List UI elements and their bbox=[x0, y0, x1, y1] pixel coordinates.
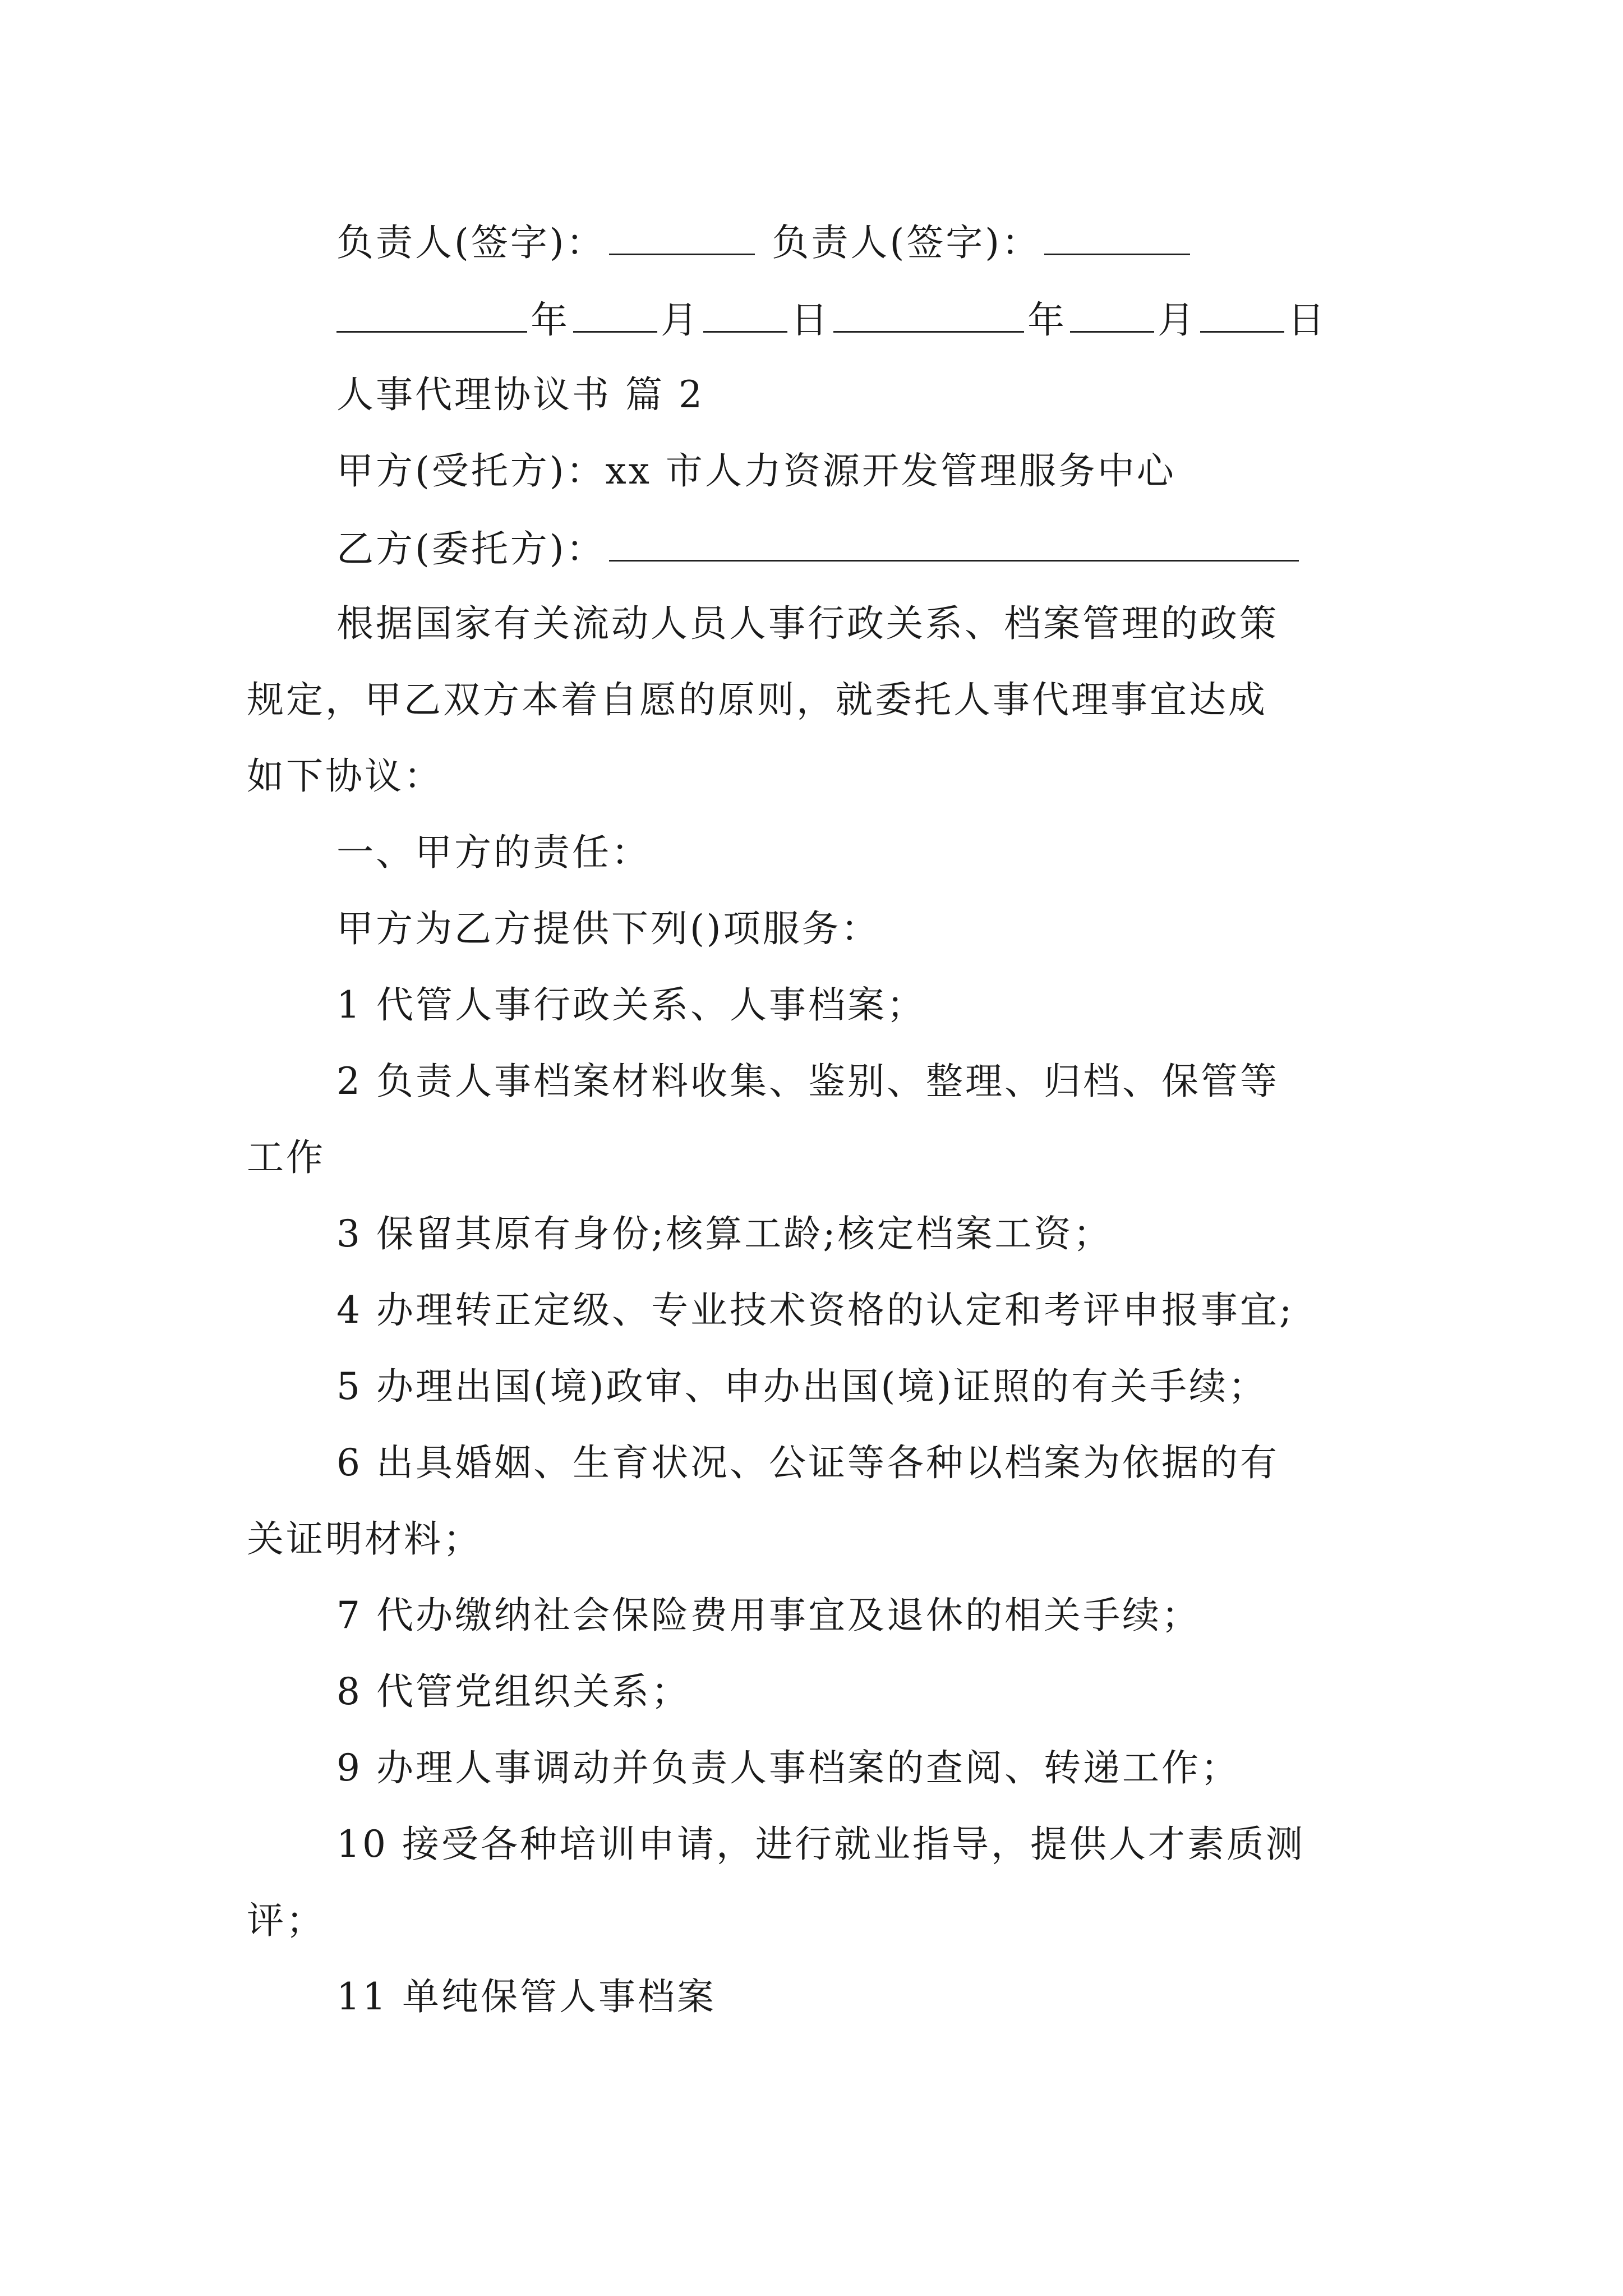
list-item-8: 8 代管党组织关系； bbox=[336, 1670, 690, 1713]
list-item-2-line-2: 工作 bbox=[247, 1136, 325, 1179]
month-blank-right bbox=[1070, 296, 1154, 333]
list-item-2-line-1: 2 负责人事档案材料收集、鉴别、整理、归档、保管等 bbox=[336, 1060, 1279, 1103]
day-blank-left bbox=[703, 296, 787, 333]
intro-line-1: 根据国家有关流动人员人事行政关系、档案管理的政策 bbox=[336, 602, 1279, 645]
signature-label-left: 负责人(签字)： bbox=[336, 221, 606, 264]
section-title: 人事代理协议书 篇 2 bbox=[336, 373, 704, 416]
year-label-left: 年 bbox=[531, 298, 570, 342]
list-item-9: 9 办理人事调动并负责人事档案的查阅、转递工作； bbox=[336, 1746, 1240, 1789]
intro-line-3: 如下协议： bbox=[247, 754, 443, 798]
signature-line bbox=[336, 219, 1193, 265]
list-item-3: 3 保留其原有身份;核算工龄;核定档案工资； bbox=[336, 1212, 1113, 1255]
list-item-5: 5 办理出国(境)政审、申办出国(境)证照的有关手续； bbox=[336, 1365, 1267, 1408]
intro-line-2: 规定，甲乙双方本着自愿的原则，就委托人事代理事宜达成 bbox=[247, 678, 1267, 721]
list-item-1: 1 代管人事行政关系、人事档案； bbox=[336, 983, 926, 1027]
year-blank-left bbox=[336, 296, 527, 333]
party-b-line bbox=[336, 525, 1302, 572]
list-item-10-line-1: 10 接受各种培训申请，进行就业指导，提供人才素质测 bbox=[336, 1823, 1305, 1866]
date-line bbox=[336, 296, 1327, 343]
list-item-4: 4 办理转正定级、专业技术资格的认定和考评申报事宜; bbox=[336, 1289, 1294, 1332]
list-item-11: 11 单纯保管人事档案 bbox=[336, 1975, 716, 2018]
signature-label-right: 负责人(签字)： bbox=[772, 221, 1041, 264]
party-a-line: 甲方(受托方)：xx 市人力资源开发管理服务中心 bbox=[336, 449, 1176, 493]
signature-blank-left bbox=[609, 219, 755, 255]
day-label-right: 日 bbox=[1288, 298, 1327, 342]
list-item-10-line-2: 评； bbox=[247, 1899, 325, 1942]
day-blank-right bbox=[1200, 296, 1284, 333]
services-intro: 甲方为乙方提供下列()项服务： bbox=[336, 907, 880, 950]
year-blank-right bbox=[833, 296, 1024, 333]
signature-blank-right bbox=[1044, 219, 1190, 255]
year-label-right: 年 bbox=[1027, 298, 1067, 342]
party-b-blank bbox=[609, 525, 1299, 562]
heading-party-a-duties: 一、甲方的责任： bbox=[336, 831, 651, 874]
party-b-label: 乙方(委托方)： bbox=[336, 527, 606, 570]
list-item-6-line-1: 6 出具婚姻、生育状况、公证等各种以档案为依据的有 bbox=[336, 1441, 1279, 1484]
list-item-6-line-2: 关证明材料； bbox=[247, 1517, 482, 1561]
month-label-right: 月 bbox=[1158, 298, 1197, 342]
list-item-7: 7 代办缴纳社会保险费用事宜及退休的相关手续； bbox=[336, 1594, 1201, 1637]
day-label-left: 日 bbox=[791, 298, 830, 342]
month-blank-left bbox=[573, 296, 657, 333]
month-label-left: 月 bbox=[661, 298, 700, 342]
